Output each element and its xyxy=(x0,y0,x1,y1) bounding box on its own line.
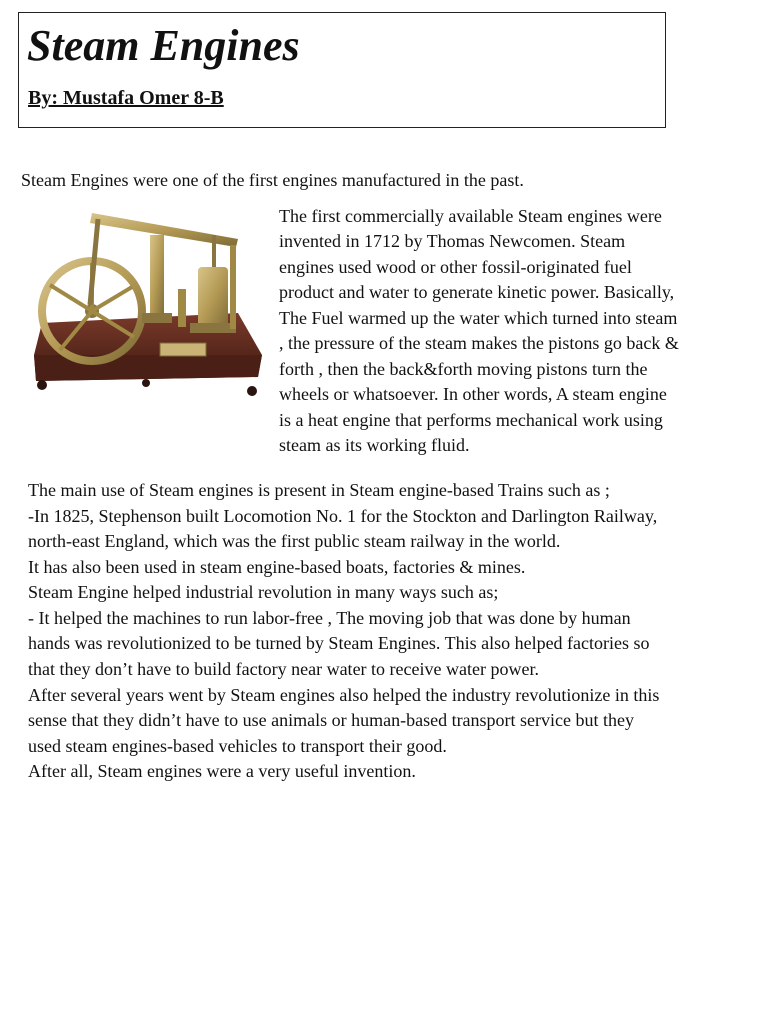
title-box xyxy=(18,12,666,128)
paragraph-2-line: that they don’t have to build factory near water to receive water power. xyxy=(28,659,539,679)
paragraph-2-line: -In 1825, Stephenson built Locomotion No. 1 for the Stockton and Darlington Railway, xyxy=(28,506,658,526)
paragraph-1-line: forth , then the back&forth moving pistons turn the xyxy=(279,359,648,379)
steam-engine-image xyxy=(30,205,266,400)
paragraph-2-line: Steam Engine helped industrial revolution in many ways such as; xyxy=(28,582,499,602)
paragraph-2-line: It has also been used in steam engine-based boats, factories & mines. xyxy=(28,557,526,577)
paragraph-2-line: The main use of Steam engines is present in Steam engine-based Trains such as ; xyxy=(28,480,610,500)
paragraph-1-line: product and water to generate kinetic power. Basically, xyxy=(279,282,675,302)
author-byline: By: Mustafa Omer 8-B xyxy=(28,87,224,109)
paragraph-1-line: The first commercially available Steam engines were xyxy=(279,206,662,226)
paragraph-2-line: sense that they didn’t have to use animals or human-based transport service but they xyxy=(28,710,635,730)
paragraph-2-line: After several years went by Steam engines also helped the industry revolutionize in this xyxy=(28,685,660,705)
paragraph-1-line: is a heat engine that performs mechanical work using xyxy=(279,410,663,430)
paragraph-2-line: hands was revolutionized to be turned by Steam Engines. This also helped factories so xyxy=(28,633,650,653)
paragraph-1-line: , the pressure of the steam makes the pistons go back & xyxy=(279,333,679,353)
paragraph-1-line: steam as its working fluid. xyxy=(279,435,470,455)
paragraph-2-line: used steam engines-based vehicles to transport their good. xyxy=(28,736,447,756)
paragraph-2-line: After all, Steam engines were a very useful invention. xyxy=(28,761,416,781)
intro-sentence: Steam Engines were one of the first engines manufactured in the past. xyxy=(21,170,524,190)
paragraph-1-line: The Fuel warmed up the water which turned into steam xyxy=(279,308,678,328)
paragraph-2-line: - It helped the machines to run labor-free , The moving job that was done by human xyxy=(28,608,631,628)
paragraph-1-line: engines used wood or other fossil-originated fuel xyxy=(279,257,632,277)
paragraph-2-line: north-east England, which was the first public steam railway in the world. xyxy=(28,531,561,551)
document-title: Steam Engines xyxy=(27,21,300,70)
paragraph-1-line: invented in 1712 by Thomas Newcomen. Steam xyxy=(279,231,626,251)
paragraph-1-line: wheels or whatsoever. In other words, A steam engine xyxy=(279,384,667,404)
